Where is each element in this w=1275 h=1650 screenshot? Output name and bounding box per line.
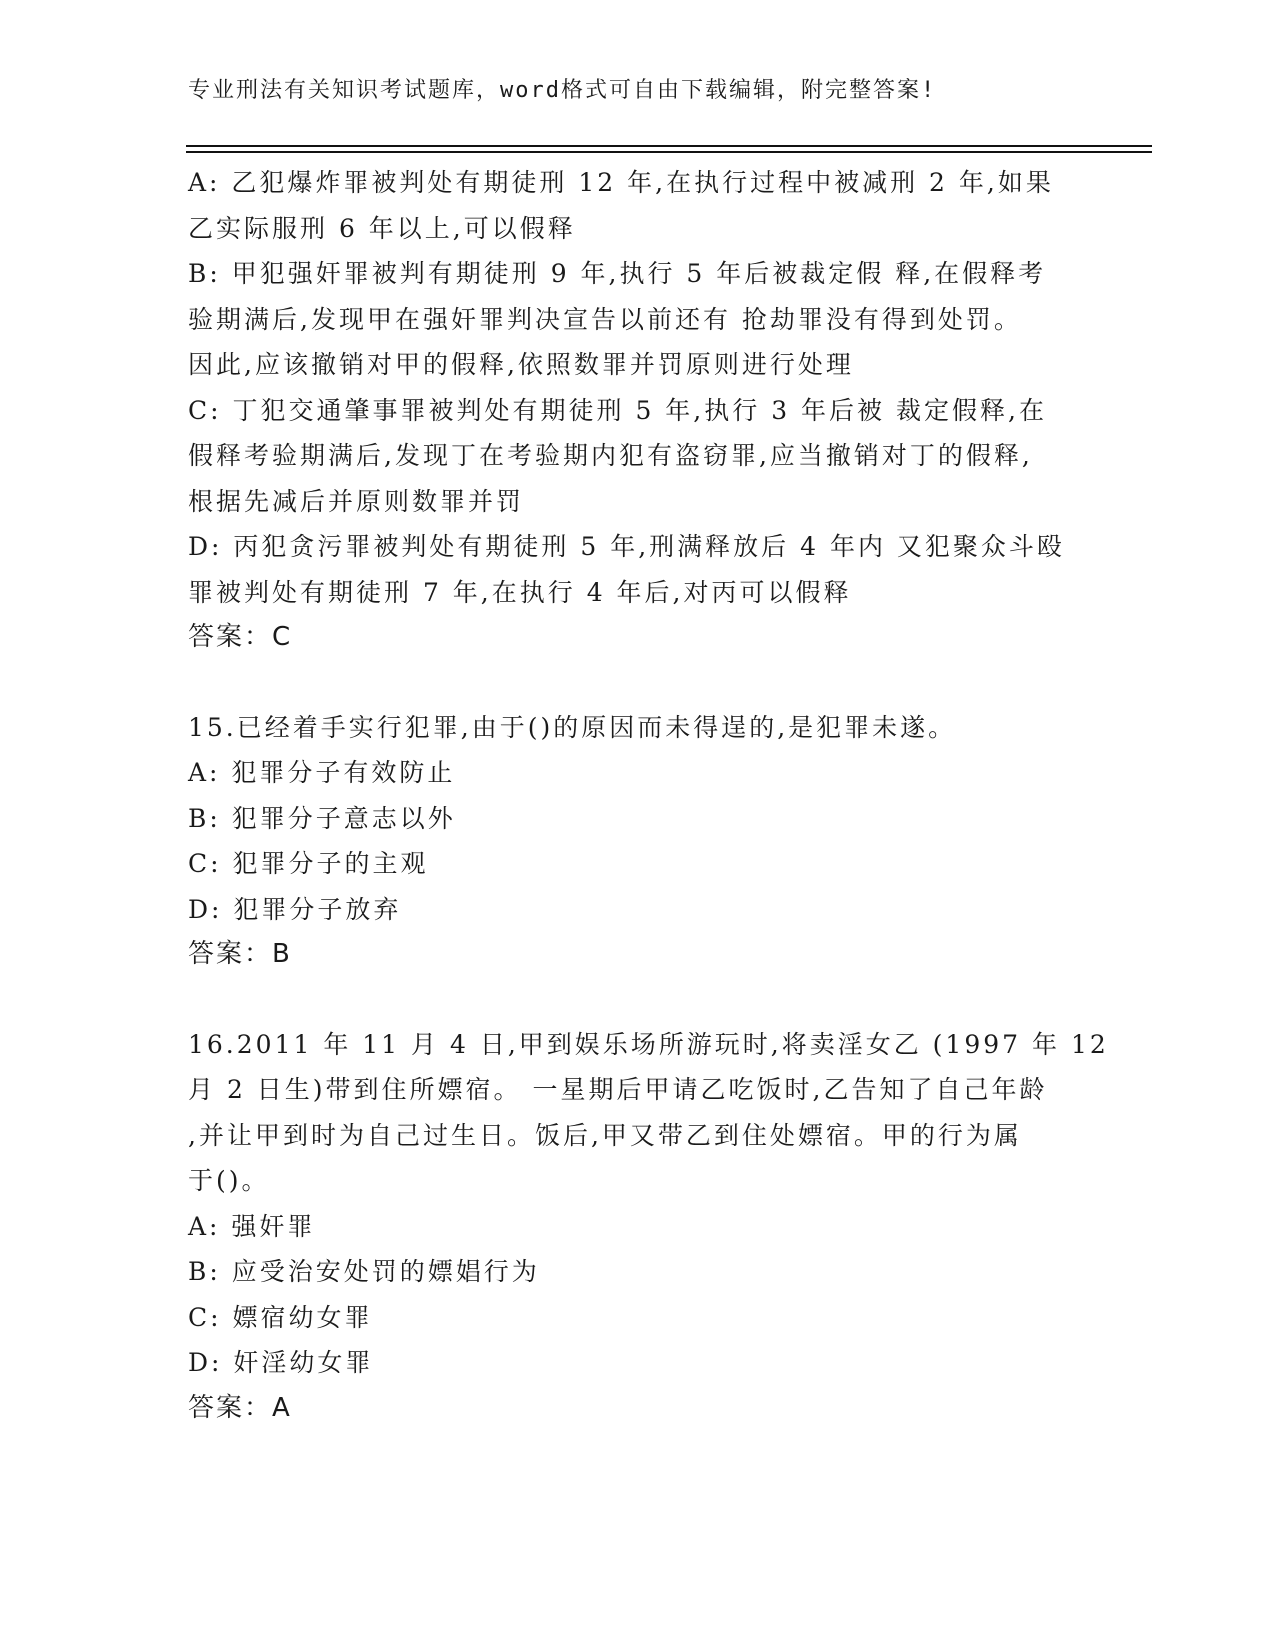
q16-option-d: D: 奸淫幼女罪 <box>188 1348 374 1377</box>
q16-option-a: A: 强奸罪 <box>188 1211 316 1241</box>
q14-option-c-line-1: C: 丁犯交通肇事罪被判处有期徒刑 5 年,执行 3 年后被 裁定假释,在 <box>188 395 1047 425</box>
q14-option-b-line-1: B: 甲犯强奸罪被判有期徒刑 9 年,执行 5 年后被裁定假 释,在假释考 <box>188 259 1047 288</box>
q16-stem <box>188 1022 1109 1204</box>
q14-option-d-line-2: 罪被判处有期徒刑 7 年,在执行 4 年后,对丙可以假释 <box>188 577 852 607</box>
q14-option-b-line-2: 验期满后,发现甲在强奸罪判决宣告以前还有 抢劫罪没有得到处罚。 <box>188 304 1022 334</box>
q16-stem-line-1: 16.2011 年 11 月 4 日,甲到娱乐场所游玩时,将卖淫女乙 (1997 年 12 <box>188 1029 1109 1059</box>
q14-option-b <box>188 251 1088 388</box>
q16-option-c: C: 嫖宿幼女罪 <box>188 1302 373 1332</box>
question-spacer <box>188 978 1088 1022</box>
q14-option-c-line-3: 根据先减后并原则数罪并罚 <box>188 486 525 516</box>
question-15 <box>188 705 1088 978</box>
q14-option-c <box>188 388 1088 525</box>
q15-option-d: D: 犯罪分子放弃 <box>188 894 402 924</box>
question-spacer <box>188 661 1088 705</box>
q14-option-d <box>188 524 1088 615</box>
q14-option-b-line-3: 因此,应该撤销对甲的假释,依照数罪并罚原则进行处理 <box>188 350 854 379</box>
header-rule-top <box>186 145 1152 147</box>
q15-option-a: A: 犯罪分子有效防止 <box>188 758 456 787</box>
q16-answer: 答案：A <box>188 1392 292 1423</box>
q14-answer: 答案：C <box>188 622 293 652</box>
header-rule-bottom <box>186 151 1152 153</box>
q16-stem-line-2: 月 2 日生)带到住所嫖宿。 一星期后甲请乙吃饭时,乙告知了自己年龄 <box>188 1075 1048 1104</box>
page-header: 专业刑法有关知识考试题库，word格式可自由下载编辑，附完整答案! <box>188 78 937 103</box>
q14-option-a <box>188 160 1088 251</box>
question-16 <box>188 1022 1109 1432</box>
q14-option-c-line-2: 假释考验期满后,发现丁在考验期内犯有盗窃罪,应当撤销对丁的假释, <box>188 441 1033 470</box>
q15-stem: 15.已经着手实行犯罪,由于()的原因而未得逞的,是犯罪未遂。 <box>188 712 957 742</box>
q16-stem-line-3: ,并让甲到时为自己过生日。饭后,甲又带乙到住处嫖宿。甲的行为属 <box>188 1120 1022 1150</box>
q14-option-a-line-1: A: 乙犯爆炸罪被判处有期徒刑 12 年,在执行过程中被减刑 2 年,如果 <box>188 168 1054 197</box>
question-14 <box>188 160 1088 661</box>
q16-option-b: B: 应受治安处罚的嫖娼行为 <box>188 1257 540 1286</box>
q16-stem-line-4: 于()。 <box>188 1166 270 1195</box>
q15-answer: 答案：B <box>188 939 292 969</box>
q14-option-d-line-1: D: 丙犯贪污罪被判处有期徒刑 5 年,刑满释放后 4 年内 又犯聚众斗殴 <box>188 532 1065 561</box>
q15-option-b: B: 犯罪分子意志以外 <box>188 803 456 833</box>
q14-option-a-line-2: 乙实际服刑 6 年以上,可以假释 <box>188 213 576 243</box>
q15-option-c: C: 犯罪分子的主观 <box>188 849 429 878</box>
document-body <box>188 160 1109 1431</box>
